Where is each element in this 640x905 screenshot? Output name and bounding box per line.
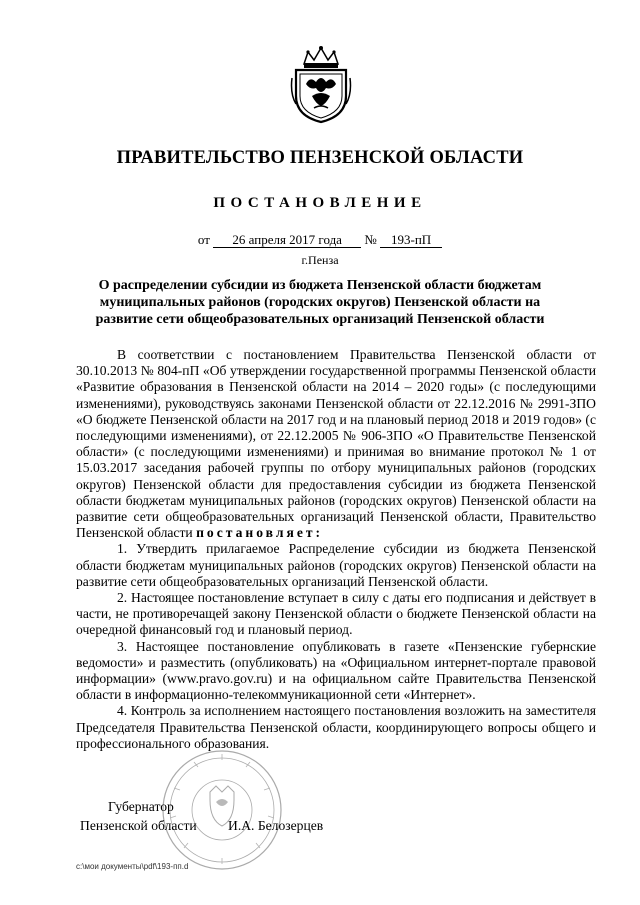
document-body xyxy=(76,347,596,752)
preamble xyxy=(76,347,596,541)
file-path: c:\мои документы\pdf\193-пп.d xyxy=(76,862,189,871)
number-prefix: № xyxy=(364,232,377,247)
signatory-region: Пензенской области xyxy=(80,818,197,833)
item-2: 2. Настоящее постановление вступает в силу с даты его подписания и действует в части, не противоречащей закону Пензенской области о бюджете Пензенской области на очередной финансовый год и плановый период. xyxy=(76,590,596,638)
resolves-word: постановляет: xyxy=(196,525,324,541)
item-3: 3. Настоящее постановление опубликовать в газете «Пензенские губернские ведомости» и разместить (опубликовать) на «Официальном интернет-портале правовой информации» (www.pravo.gov.ru) и на официальном сайте Правительства Пензенской области в информационно-телекоммуникационной сети «Интернет». xyxy=(76,638,596,703)
signatory-title: Губернатор xyxy=(108,799,174,814)
document-type: ПОСТАНОВЛЕНИЕ xyxy=(213,195,427,211)
document-subject: О распределении субсидии из бюджета Пензенской области бюджетам муниципальных районов (городских округов) Пензенской области на развитие сети общеобразовательных организаций Пензенской области xyxy=(95,278,545,327)
document-date: 26 апреля 2017 года xyxy=(213,233,361,248)
government-title: ПРАВИТЕЛЬСТВО ПЕНЗЕНСКОЙ ОБЛАСТИ xyxy=(116,148,524,168)
document-number: 193-пП xyxy=(380,233,442,248)
preamble-text: В соответствии с постановлением Правительства Пензенской области от 30.10.2013 № 804-пП «Об утверждении государственной программы Пензенской области «Развитие образования в Пензенской области на 2014 – 2020 годы» (с последующими изменениями), руководствуясь законами Пензенской области от 22.12.2016 № 2991-ЗПО «О бюджете Пензенской области на 2017 год и на плановый период 2018 и 2019 годов» (с последующими изменениями), от 22.12.2005 № 906-ЗПО «О Правительстве Пензенской области» (с последующими изменениями) и принимая во внимание протокол № 1 от 15.03.2017 заседания рабочей группы по отбору муниципальных районов (городских округов) Пензенской области для предоставления субсидии из бюджета Пензенской области бюджетам муниципальных районов (городских округов) Пензенской области на развитие сети общеобразовательных организаций Пензенской области, Правительство Пензенской области xyxy=(76,347,596,541)
signatory-name: И.А. Белозерцев xyxy=(228,818,324,833)
item-4: 4. Контроль за исполнением настоящего постановления возложить на заместителя Председателя Правительства Пензенской области, координирующего вопросы общего и профессионального образования. xyxy=(76,703,596,751)
date-line xyxy=(0,232,640,248)
official-seal-icon xyxy=(160,748,284,872)
city: г.Пенза xyxy=(301,253,339,267)
date-prefix: от xyxy=(197,232,210,247)
item-1: 1. Утвердить прилагаемое Распределение субсидии из бюджета Пензенской области бюджетам муниципальных районов (городских округов) Пензенской области на развитие сети общеобразовательных организаций Пензенской области. xyxy=(76,541,596,589)
penza-coat-of-arms-icon xyxy=(290,44,352,124)
